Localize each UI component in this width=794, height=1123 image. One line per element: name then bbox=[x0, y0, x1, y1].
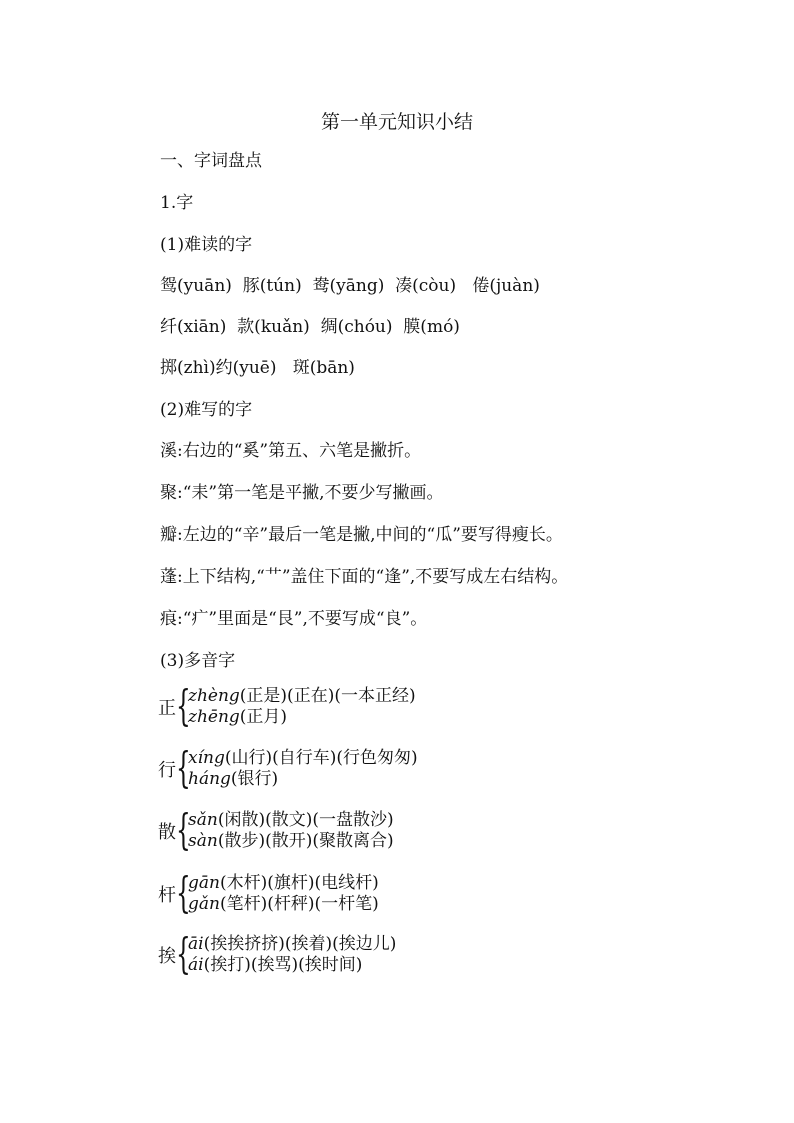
brace-icon: { bbox=[176, 929, 191, 978]
reading-row bbox=[188, 831, 394, 851]
polyphone-char: 杆 bbox=[158, 885, 176, 906]
pinyin: gǎn bbox=[188, 894, 220, 914]
reading-row bbox=[188, 873, 379, 893]
example-words: (木杆)(旗杆)(电线杆) bbox=[219, 873, 379, 893]
brace-icon: { bbox=[176, 681, 191, 730]
section-heading: 一、字词盘点 bbox=[160, 151, 262, 171]
example-words: (闲散)(散文)(一盘散沙) bbox=[217, 810, 394, 830]
hard-read-heading: (1)难读的字 bbox=[160, 235, 253, 255]
pinyin: āi bbox=[188, 934, 204, 954]
page-title: 第一单元知识小结 bbox=[320, 111, 473, 133]
brace-icon: { bbox=[176, 868, 191, 917]
example-words: (银行) bbox=[230, 769, 279, 789]
example-words: (山行)(自行车)(行色匆匆) bbox=[224, 748, 418, 768]
reading-row bbox=[188, 748, 418, 768]
example-words: (正月) bbox=[239, 707, 288, 727]
brace-icon: { bbox=[176, 805, 191, 854]
reading-row bbox=[188, 769, 278, 789]
example-words: (挨打)(挨骂)(挨时间) bbox=[203, 955, 363, 975]
hard-write-line: 蓬:上下结构,“艹”盖住下面的“逢”,不要写成左右结构。 bbox=[160, 567, 569, 587]
pinyin: gān bbox=[188, 873, 220, 893]
hard-write-line: 溪:右边的“奚”第五、六笔是撇折。 bbox=[160, 441, 422, 461]
reading-row bbox=[188, 934, 396, 954]
polyphone-char: 挨 bbox=[158, 946, 176, 967]
polyphone-heading: (3)多音字 bbox=[160, 651, 236, 671]
pinyin: zhēng bbox=[188, 707, 240, 727]
hard-write-line: 瓣:左边的“辛”最后一笔是撇,中间的“瓜”要写得瘦长。 bbox=[160, 525, 563, 545]
reading-row bbox=[188, 686, 416, 706]
pinyin: zhèng bbox=[188, 686, 240, 706]
reading-row bbox=[188, 810, 394, 830]
pinyin: ái bbox=[188, 955, 204, 975]
hard-write-line: 痕:“疒”里面是“艮”,不要写成“良”。 bbox=[160, 609, 428, 629]
pinyin: sǎn bbox=[188, 810, 218, 830]
hard-read-line: 鸳(yuān) 豚(tún) 鸯(yāng) 凑(còu) 倦(juàn) bbox=[160, 276, 540, 296]
example-words: (正是)(正在)(一本正经) bbox=[239, 686, 416, 706]
reading-row bbox=[188, 894, 379, 914]
pinyin: xíng bbox=[188, 748, 225, 768]
example-words: (笔杆)(杆秤)(一杆笔) bbox=[219, 894, 379, 914]
example-words: (挨挨挤挤)(挨着)(挨边儿) bbox=[203, 934, 397, 954]
reading-row bbox=[188, 707, 287, 727]
example-words: (散步)(散开)(聚散离合) bbox=[217, 831, 394, 851]
polyphone-char: 散 bbox=[158, 822, 176, 843]
hard-read-line: 掷(zhì)约(yuē) 斑(bān) bbox=[160, 358, 355, 378]
hard-read-line: 纤(xiān) 款(kuǎn) 绸(chóu) 膜(mó) bbox=[160, 317, 460, 337]
reading-row bbox=[188, 955, 362, 975]
hard-write-heading: (2)难写的字 bbox=[160, 400, 253, 420]
brace-icon: { bbox=[176, 743, 191, 792]
polyphone-char: 行 bbox=[158, 760, 176, 781]
hard-write-line: 聚:“耒”第一笔是平撇,不要少写撇画。 bbox=[160, 483, 444, 503]
pinyin: háng bbox=[188, 769, 231, 789]
pinyin: sàn bbox=[188, 831, 218, 851]
polyphone-char: 正 bbox=[158, 698, 176, 719]
subsection-heading: 1.字 bbox=[160, 193, 194, 213]
